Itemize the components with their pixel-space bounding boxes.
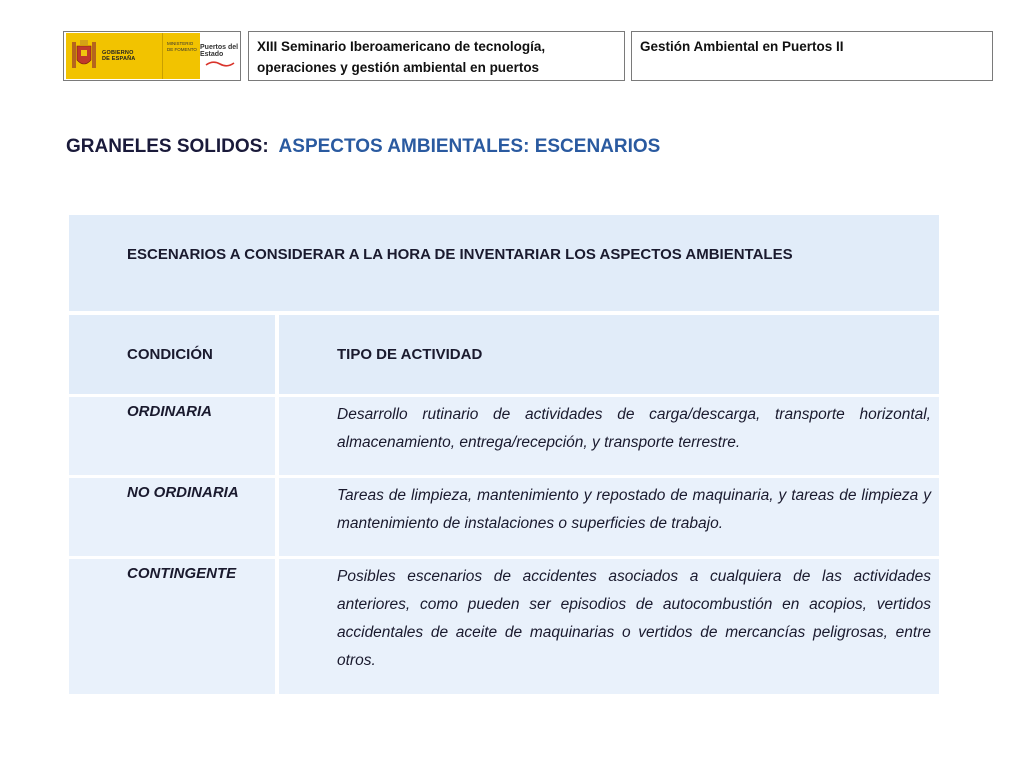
title-part-2: ASPECTOS AMBIENTALES: ESCENARIOS <box>278 136 661 157</box>
column-header-condition-label: CONDICIÓN <box>127 346 213 363</box>
puertos-del-estado-text: Puertos del Estado <box>200 44 239 58</box>
condition-label: NO ORDINARIA <box>127 484 239 501</box>
title-part-1: GRANELES SOLIDOS: <box>66 136 269 157</box>
condition-label: ORDINARIA <box>127 403 212 420</box>
condition-label: CONTINGENTE <box>127 565 237 582</box>
activity-description: Tareas de limpieza, mantenimiento y repostado de maquinaria, y tareas de limpieza y mantenimiento de instalaciones o superficies de trabajo. <box>337 487 931 532</box>
column-header-condition <box>69 315 275 394</box>
coat-of-arms-icon <box>70 38 98 74</box>
column-header-activity <box>279 315 939 394</box>
puertos-del-estado-logo <box>200 33 240 79</box>
table-row-condition <box>69 559 275 694</box>
ministerio-text: MINISTERIO DE FOMENTO <box>162 33 200 79</box>
activity-description: Posibles escenarios de accidentes asociados a cualquiera de las actividades anteriores, como pueden ser episodios de autocombustión en acopios, vertidos accidentales de aceite de maquinarias o vertidos de mercancías peligrosas, entre otros. <box>337 568 931 669</box>
table-row-activity <box>279 478 939 556</box>
column-header-activity-label: TIPO DE ACTIVIDAD <box>337 346 483 363</box>
section-title: Gestión Ambiental en Puertos II <box>640 39 844 54</box>
seminar-title-box <box>248 31 625 81</box>
table-heading-cell <box>69 215 939 311</box>
table-row-condition <box>69 478 275 556</box>
table-heading: ESCENARIOS A CONSIDERAR A LA HORA DE INVENTARIAR LOS ASPECTOS AMBIENTALES <box>127 246 793 263</box>
gobierno-logo <box>66 33 162 79</box>
table-row-activity <box>279 397 939 475</box>
seminar-title: XIII Seminario Iberoamericano de tecnología, operaciones y gestión ambiental en puertos <box>257 39 546 75</box>
page-title <box>66 136 660 158</box>
section-title-box <box>631 31 993 81</box>
table-row-activity <box>279 559 939 694</box>
wave-icon <box>205 60 235 68</box>
activity-description: Desarrollo rutinario de actividades de carga/descarga, transporte horizontal, almacenamiento, entrega/recepción, y transporte terrestre. <box>337 406 931 451</box>
gobierno-text: GOBIERNO DE ESPAÑA <box>102 49 136 62</box>
logo-banner <box>63 31 241 81</box>
table-row-condition <box>69 397 275 475</box>
scenarios-table <box>69 215 939 694</box>
